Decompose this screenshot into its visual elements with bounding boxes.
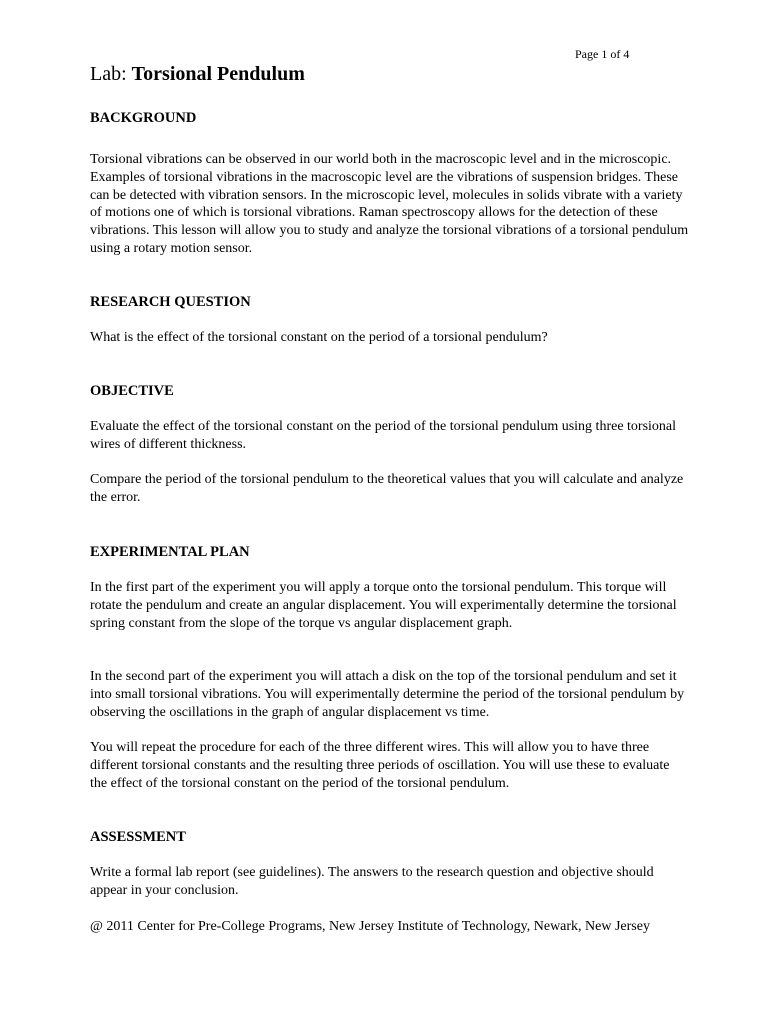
research-question-heading: RESEARCH QUESTION [90,294,251,310]
background-text: Torsional vibrations can be observed in our world both in the macroscopic level and in the microscopic. Examples of torsional vibrations in the macroscopic level are the vibrations of suspension bridges. These can be detected with vibration sensors. In the microscopic level, molecules in solids vibrate with a variety of motions one of which is torsional vibrations. Raman spectroscopy allows for the detection of these vibrations. This lesson will allow you to study and analyze the torsional vibrations of a torsional pendulum using a rotary motion sensor. [90,152,689,256]
assessment-text: Write a formal lab report (see guidelines). The answers to the research question and objective should appear in your conclusion. [90,865,654,898]
experimental-plan-paragraph-2 [90,668,690,721]
page-number: Page 1 of 4 [575,47,630,61]
background-heading: BACKGROUND [90,110,197,126]
experimental-plan-text-1: In the first part of the experiment you will apply a torque onto the torsional pendulum. This torque will rotate the pendulum and create an angular displacement. You will experimentally determine the torsional spring constant from the slope of the torque vs angular displacement graph. [90,580,677,631]
experimental-plan-text-2: In the second part of the experiment you will attach a disk on the top of the torsional pendulum and set it into small torsional vibrations. You will experimentally determine the period of the torsional pendulum by observing the oscillations in the graph of angular displacement vs time. [90,669,685,720]
research-question-text: What is the effect of the torsional constant on the period of a torsional pendulum? [90,330,548,345]
assessment-paragraph [90,864,690,900]
objective-text-2: Compare the period of the torsional pendulum to the theoretical values that you will calculate and analyze the error. [90,472,684,505]
objective-heading: OBJECTIVE [90,383,174,399]
background-paragraph [90,151,690,258]
experimental-plan-paragraph-1 [90,579,690,632]
experimental-plan-text-3: You will repeat the procedure for each of the three different wires. This will allow you to have three different torsional constants and the resulting three periods of oscillation. You will use these to evaluate the effect of the torsional constant on the period of the torsional pendulum. [90,740,670,791]
copyright-footer [90,918,690,936]
experimental-plan-heading: EXPERIMENTAL PLAN [90,544,250,560]
title-prefix: Lab: [90,63,132,85]
assessment-heading: ASSESSMENT [90,829,186,845]
document-title [90,61,305,87]
copyright-text: @ 2011 Center for Pre-College Programs, New Jersey Institute of Technology, Newark, New Jersey [90,919,650,934]
objective-paragraph-1 [90,418,690,454]
objective-text-1: Evaluate the effect of the torsional constant on the period of the torsional pendulum using three torsional wires of different thickness. [90,419,677,452]
title-main: Torsional Pendulum [131,63,305,85]
objective-paragraph-2 [90,471,690,507]
experimental-plan-paragraph-3 [90,739,690,792]
research-question-paragraph [90,329,690,347]
